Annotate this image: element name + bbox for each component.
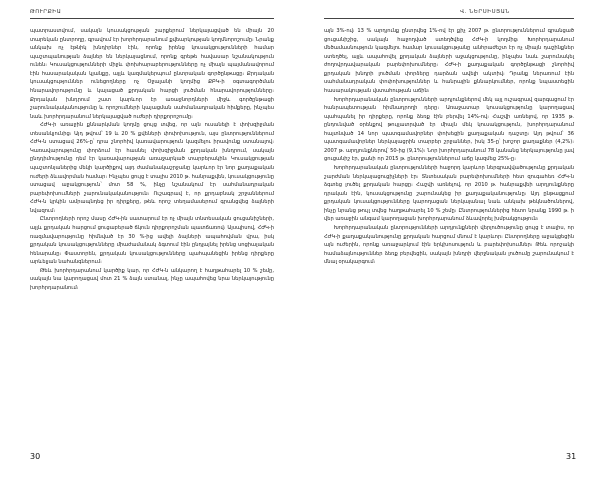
- left-header-rule: [30, 18, 274, 19]
- right-running-header: Վ. ՆԵՐՍԻՍՅԱՆ: [460, 9, 510, 15]
- right-page-number: 31: [566, 452, 577, 461]
- right-header-rule: [324, 18, 574, 19]
- right-body-text: [324, 27, 574, 267]
- right-page: [300, 0, 600, 496]
- paragraph: Ընտրողների որոշ մասը ՀԺԿ-ին սատարում էր ոչ միայն տնտեսական ցուցանիշների, այլև քրդական հարցում ցուցաբերած ճկուն դիրքորոշման պատճառով։ Այսպիսով, ՀԺԿ-ի ռազմավարությունը հիմնված էր 30 %-ից ավելի ձայների ապահովման վրա, իսկ քրդական կուսակցությունները միաժամանակ ձգտում էին ընդլայնել իրենց սոցիալական հենարանը։ Փաստորեն, քրդական կուսակցությունները պահպանեցին իրենց դիրքերը արևելյան նահանգներում։: [30, 216, 274, 266]
- left-body-text: [30, 27, 274, 292]
- paragraph: այն 3%-ով։ 13 % արդյունք ընտրվեց 1%-ով էր քիչ 2007 թ. ընտրություններում գրանցած ցուցանիշից, սակայն հաջողված ստեղծվեց ՀԺԿ-ի կողմից։ Խորհրդարանում մեծամասնություն կազմելու համար կուսակցությանը անհրաժեշտ էր ոչ միայն դաշինքներ ստեղծել, այլև ապահովել քրդական ձայների աջակցությունը, ինչպես նաև շարունակել ժողովրդավարական բարեփոխումները։ ՀԺԿ-ի քաղաքական գործընթացի շնորհիվ քրդական խնդրի լուծման փորձերը դարձան ավելի ակտիվ։ Դրանք ներառում էին սահմանադրական փոփոխություններ և հանրային քննարկումներ, որոնք նպաստեցին հասարակության վստահության աճին։: [324, 28, 574, 94]
- paragraph: ՀԺԿ-ի առաջին քննարկման կողմը ցույց տվեց, որ այն ուսանելի է փոխզիջման տեսանկյունից։ Այդ թվում՝ 19 և 20 % քվեների փոփոխություն, այս ընտրություններում ՀԺԿ-ն ստացավ 26%-ը՝ դրա շնորհիվ կառավարություն կազմելու իրավունք ստանալով։ Կառավարությունը փորձում էր հասնել փոխզիջման քրդական խնդրում, սակայն ընդդիմությունը դեմ էր կառավարության առաջարկած տարբերակին։ Կուսակցության պաշտոնյաներից մեկի կարծիքով այդ ժամանակաշրջանը կարևոր էր նոր քաղաքական ուժերի ձևավորման համար։ Ինչպես ցույց է տալիս 2010 թ. հանրաքվեն, կուսակցությունը ստացավ աջակցություն՝ մոտ 58 %, ինչը նշանակում էր սահմանադրական բարեփոխումների շարունակականություն։ Ուշագրավ է, որ քրդաբնակ շրջաններում ՀԺԿ-ն կրկին ամրապնդեց իր դիրքերը, թեև որոշ տեղամասերում գրանցվեց ձայների նվազում։: [30, 122, 274, 214]
- paragraph: Խորհրդարանական ընտրությունների արդյունքներով մեկ այլ ուշագրավ զարգացում էր հանրապետության հիմնադրողի դերը։ Առաջատար կուսակցությունը կարողացավ պահպանել իր դիրքերը, որոնք ձեռք էին բերվել 14%-ով։ Հաշվի առնելով, որ 1935 թ. ընդունված օրենքով թույլատրված էր միայն մեկ կուսակցություն, խորհրդարանում հայտնված 14 նոր պատգամավորներ փոխեցին քաղաքական դաշտը։ Այդ թվում՝ 36 պատգամավորներ ներկայացրին տարբեր շրջաններ, իսկ 35-ը՝ խոշոր քաղաքներ (4,2%)։ 2007 թ. արդյունքներով՝ 50-ից (9,1%)։ Նոր խորհրդարանում 78 կանանց ներկայությունը լավ ցուցանիշ էր, քանի որ 2015 թ. ընտրություններում աճը կազմեց 25%-ը։: [324, 96, 574, 163]
- paragraph: պատրաստվում, սակայն կուսակցության շարքերում ներկայացված են միայն 20 տարեկան ընտրողը, գրավում էր խորհրդարանում քվեարկության կողմնորոշումը։ Նրանք անկախ ոչ էթնիկ խնդիրներ էին, որոնք իրենց կուսակցությունների համար պաշտպանության ձայներ են ներկայացնում, որոնք գրեթե հավասար նշանակություն ունեն։ Կուսակցությունների միջև փոխհարաբերությունները ոչ միայն պայմանավորում էին հասարակական կյանքը, այլև կազմակերպում ընտրական գործընթացը։ Քրդական կուսակցություններ ունեցողները ոչ Օջալանի կողմից ՔԲԿ-ի օգտագործման հնարավորությունը և կայացած քրդական հարցի լուծման հնարավորությունները։ Քրդական խնդրում շատ կարևոր էր առաջնորդների միջև գործընթացի շարունակականությունը և որոշումների կայացման սահմանադրական հիմքերը, ինչպես նաև խորհրդարանում ներկայացված ուժերի դիրքորոշումը։: [30, 28, 274, 120]
- left-running-header: ԹՈՒՐՔԻԱ: [30, 9, 62, 15]
- left-page-number: 30: [30, 452, 41, 461]
- paragraph: Խորհրդարանական ընտրությունների արդյունքների վերլուծությունը ցույց է տալիս, որ ՀԺԿ-ի քաղաքականությունը քրդական հարցում մնում է կարևոր։ Ընտրողները աջակցեցին այն ուժերին, որոնք առաջարկում էին երկխոսություն և բարեփոխումներ։ Թեև որոշակի համաձայնություններ ձեռք բերվեցին, սակայն խնդրի վերջնական լուծումը շարունակում է մնալ օրակարգում։: [324, 224, 574, 266]
- paragraph: Թեև խորհրդարանում կարծիք կար, որ ՀԺԿ-ն անկարող է հաղթահարել 10 % շեմը, սակայն նա կարողացավ մոտ 21 % ձայն ստանալ, ինչը ապահովեց նրա ներկայությունը խորհրդարանում։: [30, 267, 274, 291]
- paragraph: Խորհրդարանական ընտրությունների հաջորդ կարևոր ներգրավվածությունը քրդական շարժման ներկայացուցիչների էր։ Տնտեսական բարեփոխումների հետ զուգահեռ ՀԺԿ-ն ձգտեց լուծել քրդական հարցը։ Հաշվի առնելով, որ 2010 թ. հանրաքվեի արդյունքները դրական էին, կուսակցությունը շարունակեց իր քաղաքականությունը։ Այդ ընթացքում քրդական կուսակցությունները կարողացան ներկայանալ նաև անկախ թեկնածուներով, ինչը նրանց թույլ տվեց հաղթահարել 10 % շեմը։ Ընտրություններից հետո նրանք 1990 թ. ի վեր առաջին անգամ կարողացան խորհրդարանում ձևավորել խմբակցություն։: [324, 165, 574, 223]
